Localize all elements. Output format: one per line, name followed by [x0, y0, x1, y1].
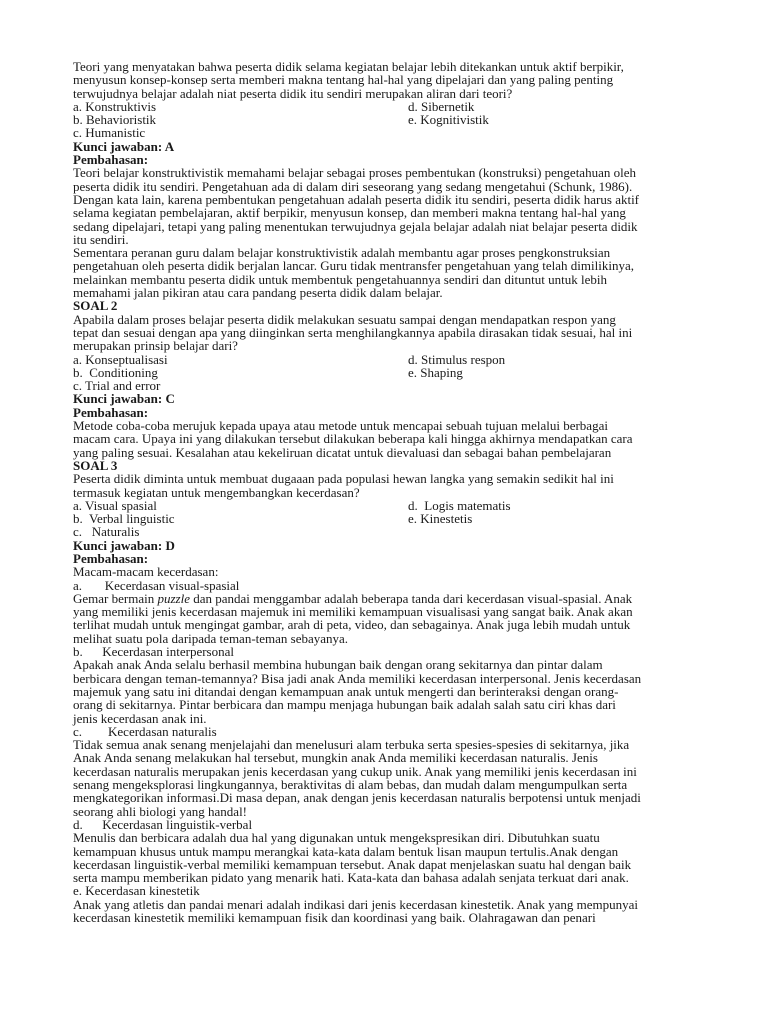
- q3-option-c: c. Naturalis: [73, 524, 140, 540]
- q1-discussion-line: Sementara peranan guru dalam belajar konstruktivistik adalah membantu agar proses pengkonstruksian: [73, 245, 611, 261]
- q1-answer-key: Kunci jawaban: A: [73, 138, 175, 154]
- q1-discussion-line: itu sendiri.: [73, 231, 129, 247]
- section-heading-interpersonal: b. Kecerdasan interpersonal: [73, 644, 234, 660]
- q1-question-line: menyusun konsep-konsep serta memberi makna tentang hal-hal yang dipelajari dan yang paling penting: [73, 72, 614, 88]
- section-line: Menulis dan berbicara adalah dua hal yang digunakan untuk mengekspresikan diri. Dibutuhkan suatu: [73, 830, 600, 846]
- q1-options-row: [73, 113, 698, 126]
- q3-question-line: termasuk kegiatan untuk mengembangkan kecerdasan?: [73, 484, 360, 500]
- q3-answer-key: Kunci jawaban: D: [73, 537, 175, 553]
- q1-question-line: terwujudnya belajar adalah niat peserta didik itu sendiri merupakan aliran dari teori?: [73, 85, 513, 101]
- q2-discussion-line: macam cara. Upaya ini yang dilakukan tersebut dilakukan beberapa kali hingga akhirnya mendapatkan cara: [73, 431, 633, 447]
- q1-discussion-line: Dengan kata lain, karena pembentukan pengetahuan adalah peserta didik itu sendiri, peserta didik harus aktif: [73, 191, 640, 207]
- q3-option-a: a. Visual spasial: [73, 497, 157, 513]
- section-line: seorang ahli biologi yang handal!: [73, 803, 248, 819]
- q2-option-a: a. Konseptualisasi: [73, 351, 168, 367]
- section-heading-kinestetik: e. Kecerdasan kinestetik: [73, 883, 200, 899]
- section-line: terlihat mudah untuk mengingat gambar, arah di peta, video, dan sebagainya. Anak juga lebih mudah untuk: [73, 617, 631, 633]
- q2-discussion-line: Metode coba-coba merujuk kepada upaya atau metode untuk mencapai sebuah tujuan melalui berbagai: [73, 418, 608, 434]
- q2-options-row: [73, 366, 698, 379]
- section-line: kecerdasan naturalis merupakan jenis kecerdasan yang cukup unik. Anak yang memiliki jenis kecerdasan ini: [73, 763, 637, 779]
- section-heading-visual-spasial: a. Kecerdasan visual-spasial: [73, 577, 240, 593]
- q3-options-row: [73, 512, 698, 525]
- q2-discussion-label: Pembahasan:: [73, 404, 149, 420]
- q1-question-line: Teori yang menyatakan bahwa peserta didik selama kegiatan belajar lebih ditekankan untuk aktif berpikir,: [73, 59, 624, 74]
- section-line: Anak Anda senang melakukan hal tersebut, mungkin anak Anda memiliki kecerdasan naturalis. Jenis: [73, 750, 598, 766]
- q2-question-line: Apabila dalam proses belajar peserta didik melakukan sesuatu sampai dengan mendapatkan respon yang: [73, 311, 616, 327]
- q3-discussion-label: Pembahasan:: [73, 550, 149, 566]
- q1-options-row: [73, 100, 698, 113]
- q1-option-b: b. Behavioristik: [73, 112, 157, 128]
- q1-discussion-line: sedang dipelajari, tetapi yang paling menentukan terwujudnya gejala belajar adalah niat belajar peserta didik: [73, 218, 638, 234]
- section-line: jenis kecerdasan anak ini.: [73, 710, 207, 726]
- q1-discussion-line: peserta didik itu sendiri. Pengetahuan ada di dalam diri seseorang yang sedang mengetahui (Schunk, 1986).: [73, 178, 633, 194]
- section-line: orang di sekitarnya. Pintar berbicara dan mampu menjaga hubungan baik adalah salah satu ciri khas dari: [73, 697, 616, 713]
- q3-heading: SOAL 3: [73, 457, 118, 473]
- q2-discussion-line: yang paling sesuai. Kesalahan atau kekeliruan dicatat untuk dievaluasi dan sebagai bahan pembelajaran: [73, 444, 612, 460]
- q2-option-e: e. Shaping: [408, 364, 463, 380]
- section-line: berbicara dengan teman-temannya? Bisa jadi anak Anda memiliki kecerdasan interpersonal. Jenis kecerdasan: [73, 670, 642, 686]
- section-heading-naturalis: c. Kecerdasan naturalis: [73, 723, 217, 739]
- section-line: majemuk yang satu ini ditandai dengan kemampuan anak untuk mengerti dan berinteraksi dengan orang-: [73, 683, 619, 699]
- q3-option-b: b. Verbal linguistic: [73, 511, 175, 527]
- q3-question-line: Peserta didik diminta untuk membuat dugaaan pada populasi hewan langka yang semakin sedikit hal ini: [73, 471, 614, 487]
- section-line: senang mengeksplorasi lingkungannya, beraktivitas di alam bebas, dan mudah dalam mengumpulkan serta: [73, 777, 628, 793]
- q2-question-line: merupakan prinsip belajar dari?: [73, 338, 238, 354]
- section-line: Anak yang atletis dan pandai menari adalah indikasi dari jenis kecerdasan kinestetik. Anak yang mempunyai: [73, 896, 638, 912]
- q2-heading: SOAL 2: [73, 298, 118, 314]
- q1-discussion-line: memahami jalan pikiran atau cara pandang peserta didik dalam belajar.: [73, 285, 443, 301]
- section-line: Tidak semua anak senang menjelajahi dan menelusuri alam terbuka serta spesies-spesies di sekitarnya, jika: [73, 737, 630, 753]
- q1-option-d: d. Sibernetik: [408, 98, 475, 114]
- q2-question-line: tepat dan sesuai dengan apa yang diinginkan serta menghilangkannya apabila dirasakan tidak sesuai, hal ini: [73, 324, 633, 340]
- q3-option-e: e. Kinestetis: [408, 511, 473, 527]
- section-line: melihat suatu pola daripada teman-teman sebayanya.: [73, 630, 349, 646]
- q3-intro: Macam-macam kecerdasan:: [73, 564, 219, 580]
- q2-answer-key: Kunci jawaban: C: [73, 391, 175, 407]
- q1-discussion-line: Teori belajar konstruktivistik memahami belajar sebagai proses pembentukan (konstruksi) pengetahuan oleh: [73, 165, 636, 181]
- section-line: kecerdasan kinestetik memiliki kemampuan fisik dan koordinasi yang baik. Olahragawan dan penari: [73, 910, 596, 925]
- q1-option-c: c. Humanistic: [73, 125, 146, 141]
- q1-discussion-label: Pembahasan:: [73, 152, 149, 168]
- q1-option-e: e. Kognitivistik: [408, 112, 489, 128]
- q3-options-row: [73, 499, 698, 512]
- section-line: Apakah anak Anda selalu berhasil membina hubungan baik dengan orang sekitarnya dan pintar dalam: [73, 657, 603, 673]
- section-line: mengkategorikan informasi.Di masa depan, anak dengan jenis kecerdasan naturalis berpotensi untuk menjadi: [73, 790, 641, 806]
- q1-discussion-line: melainkan membantu peserta didik untuk membentuk pengetahuannya sendiri dan dituntut untuk lebih: [73, 271, 607, 287]
- q2-option-d: d. Stimulus respon: [408, 351, 506, 367]
- italic-word: puzzle: [157, 590, 190, 606]
- section-line: serta mampu memberikan pidato yang menarik hati. Kata-kata dan bahasa adalah senjata terkuat dari anak.: [73, 870, 629, 886]
- q2-option-c: c. Trial and error: [73, 378, 161, 394]
- q3-option-d: d. Logis matematis: [408, 497, 511, 513]
- q1-discussion-line: pengetahuan oleh peserta didik berjalan lancar. Guru tidak mentransfer pengetahuan yang telah dimilikinya,: [73, 258, 634, 274]
- section-line: yang memiliki jenis kecerdasan majemuk ini memiliki kemampuan visualisasi yang sangat baik. Anak akan: [73, 604, 633, 620]
- q2-options-row: [73, 353, 698, 366]
- q1-option-a: a. Konstruktivis: [73, 98, 157, 114]
- q2-option-b: b. Conditioning: [73, 364, 158, 380]
- section-heading-linguistik-verbal: d. Kecerdasan linguistik-verbal: [73, 816, 253, 832]
- section-line: Gemar bermain puzzle dan pandai menggambar adalah beberapa tanda dari kecerdasan visual-spasial. Anak: [73, 590, 633, 606]
- q1-discussion-line: selama kegiatan pembelajaran, aktif berpikir, menyusun konsep, dan memberi makna tentang hal-hal yang: [73, 205, 626, 221]
- section-line: kecerdasan linguistik-verbal memiliki kemampuan tersebut. Anak dapat menjelaskan suatu hal dengan baik: [73, 856, 632, 872]
- section-line: kemampuan khusus untuk mampu merangkai kata-kata dalam bentuk lisan maupun tertulis.Anak dengan: [73, 843, 619, 859]
